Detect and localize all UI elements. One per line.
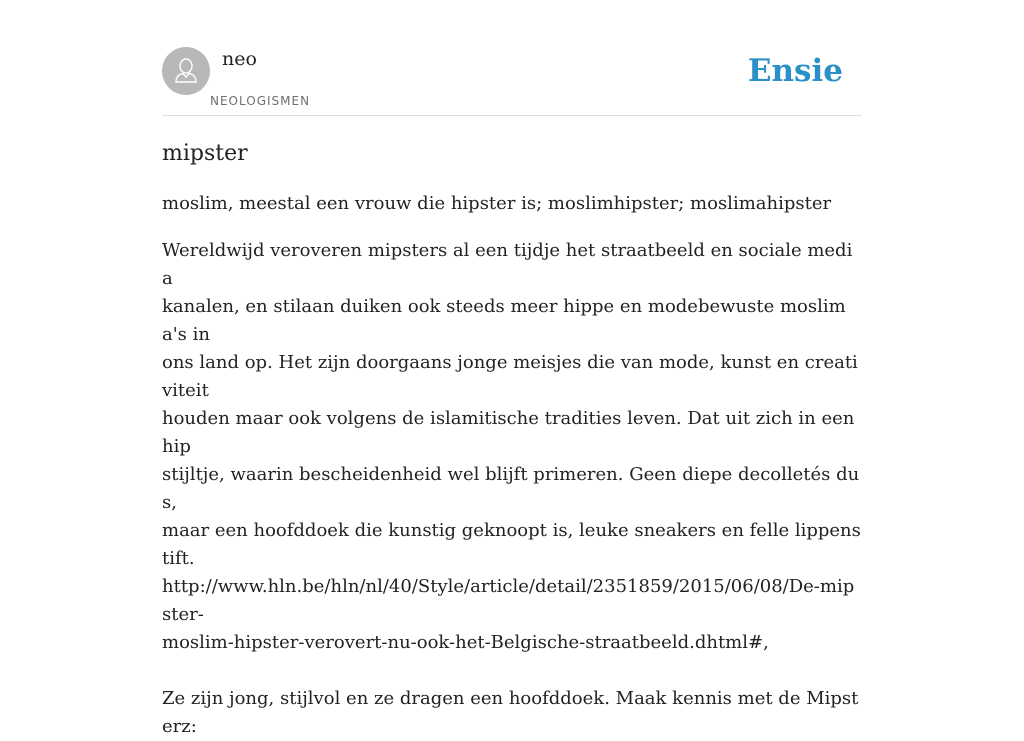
paragraph-gap bbox=[162, 657, 862, 685]
source-link-continued[interactable]: moslim-hipster-verovert-nu-ook-het-Belgische-straatbeeld.dhtml#, bbox=[162, 632, 769, 653]
example-line: maar een hoofddoek die kunstig geknoopt is, leuke sneakers en felle lippenstift. bbox=[162, 520, 861, 569]
entry-title: mipster bbox=[162, 141, 248, 166]
example-line: houden maar ook volgens de islamitische tradities leven. Dat uit zich in een hip bbox=[162, 408, 855, 457]
entry-header bbox=[162, 47, 862, 116]
avatar[interactable] bbox=[162, 47, 210, 95]
author-name[interactable]: neo bbox=[222, 48, 257, 70]
brand-logo[interactable]: Ensie bbox=[747, 53, 843, 89]
example-line: ons land op. Het zijn doorgaans jonge meisjes die van mode, kunst en creativiteit bbox=[162, 352, 858, 401]
entry-content bbox=[162, 138, 862, 741]
entry-definition: moslim, meestal een vrouw die hipster is; moslimhipster; moslimahipster bbox=[162, 193, 832, 214]
example-line: Wereldwijd veroveren mipsters al een tijdje het straatbeeld en sociale media bbox=[162, 240, 853, 289]
example-line: Ze zijn jong, stijlvol en ze dragen een hoofddoek. Maak kennis met de Mipsterz: bbox=[162, 688, 859, 737]
entry-example bbox=[162, 237, 862, 741]
example-line: kanalen, en stilaan duiken ook steeds meer hippe en modebewuste moslima's in bbox=[162, 296, 846, 345]
example-line: stijltje, waarin bescheidenheid wel blijft primeren. Geen diepe decolletés dus, bbox=[162, 464, 860, 513]
category-label[interactable]: NEOLOGISMEN bbox=[210, 94, 311, 108]
source-link[interactable]: http://www.hln.be/hln/nl/40/Style/article/detail/2351859/2015/06/08/De-mipster- bbox=[162, 576, 855, 625]
user-silhouette-icon bbox=[162, 47, 210, 95]
